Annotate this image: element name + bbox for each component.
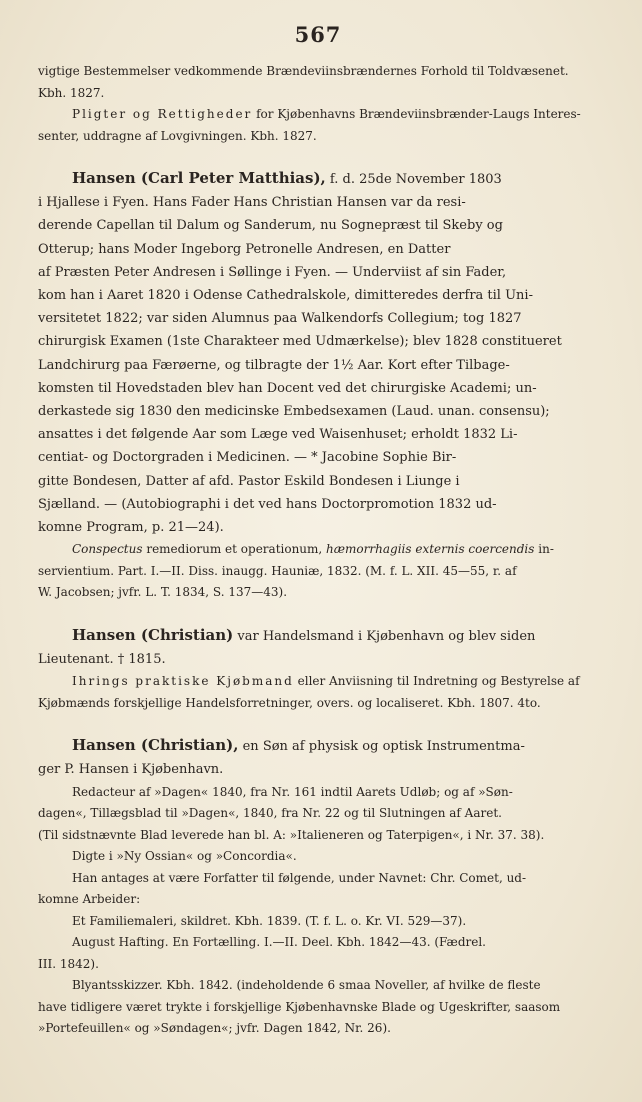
text-line: versitetet 1822; var siden Alumnus paa Walkendorfs Collegium; tog 1827	[38, 311, 522, 327]
text-line: Hansen (Christian), en Søn af physisk og optisk Instrumentma-	[72, 736, 525, 755]
text-line: gitte Bondesen, Datter af afd. Pastor Eskild Bondesen i Liunge i	[38, 473, 460, 489]
text-line: Kjøbmænds forskjellige Handelsforretninger, overs. og localiseret. Kbh. 1807. 4to.	[38, 695, 541, 710]
bibliography	[38, 782, 598, 1040]
text-line: W. Jacobsen; jvfr. L. T. 1834, S. 137—43).	[38, 585, 288, 600]
text-line: ansattes i det følgende Aar som Læge ved Waisenhuset; erholdt 1832 Li-	[38, 427, 518, 443]
text-line: komne Program, p. 21—24).	[38, 520, 224, 536]
text-line: Lieutenant. † 1815.	[38, 651, 166, 667]
text-line: Et Familiemaleri, skildret. Kbh. 1839. (T. f. L. o. Kr. VI. 529—37).	[72, 913, 467, 928]
text-line: Blyantsskizzer. Kbh. 1842. (indeholdende 6 smaa Noveller, af hvilke de fleste	[72, 978, 541, 993]
text-line: ger P. Hansen i Kjøbenhavn.	[38, 762, 224, 778]
page-number: 567	[294, 22, 342, 47]
text-line: vigtige Bestemmelser vedkommende Brændeviinsbrændernes Forhold til Toldvæsenet.	[38, 64, 569, 78]
spaced-title: Pligter og Rettigheder	[72, 107, 253, 121]
text-line: Hansen (Carl Peter Matthias), f. d. 25de November 1803	[72, 169, 502, 187]
text-line: have tidligere været trykte i forskjellige Kjøbenhavnske Blade og Ugeskrifter, saasom	[38, 999, 561, 1014]
text-line: Conspectus remediorum et operationum, hæmorrhagiis externis coercendis in-	[72, 542, 554, 557]
text-line: Digte i »Ny Ossian« og »Concordia«.	[72, 849, 297, 864]
text-line: af Præsten Peter Andresen i Søllinge i Fyen. — Underviist af sin Fader,	[38, 264, 507, 280]
text-line: derende Capellan til Dalum og Sanderum, nu Sognepræst til Skeby og	[38, 218, 503, 234]
text-line: servientium. Part. I.—II. Diss. inaugg. Hauniæ, 1832. (M. f. L. XII. 45—55, r. af	[38, 563, 517, 578]
text-line: Ihrings praktiske Kjøbmand eller Anviisning til Indretning og Bestyrelse af	[72, 674, 580, 689]
text-line: komne Arbeider:	[38, 892, 141, 907]
text-line: Pligter og Rettigheder for Kjøbenhavns Brændeviinsbrænder-Laugs Interes-	[72, 107, 581, 121]
text-line: Landchirurg paa Færøerne, og tilbragte der 1½ Aar. Kort efter Tilbage-	[38, 357, 510, 373]
bibliography	[38, 671, 598, 714]
bibliography	[38, 539, 598, 604]
text-line: Hansen (Christian) var Handelsmand i Kjøbenhavn og blev siden	[72, 625, 536, 644]
text-line: chirurgisk Examen (1ste Charakteer med Udmærkelse); blev 1828 constitueret	[38, 334, 562, 350]
text-line: i Hjallese i Fyen. Hans Fader Hans Christian Hansen var da resi-	[38, 195, 466, 211]
text-line: Kbh. 1827.	[38, 85, 105, 100]
text-line: kom han i Aaret 1820 i Odense Cathedralskole, dimitteredes derfra til Uni-	[38, 288, 533, 304]
text-line: »Portefeuillen« og »Søndagen«; jvfr. Dagen 1842, Nr. 26).	[38, 1021, 391, 1036]
text-line: Redacteur af »Dagen« 1840, fra Nr. 161 indtil Aarets Udløb; og af »Søn-	[72, 784, 513, 799]
entry-christian-hansen-editor	[38, 734, 598, 1039]
text-line: (Til sidstnævnte Blad leverede han bl. A: »Italieneren og Taterpigen«, i Nr. 37. 38).	[38, 827, 545, 842]
text-line: dagen«, Tillægsblad til »Dagen«, 1840, fra Nr. 22 og til Slutningen af Aaret.	[38, 806, 502, 821]
text-line: III. 1842).	[38, 956, 99, 971]
text-line: Sjælland. — (Autobiographi i det ved hans Doctorpromotion 1832 ud-	[38, 496, 497, 512]
text-line: Otterup; hans Moder Ingeborg Petronelle Andresen, en Datter	[38, 241, 451, 257]
entry-heading: Hansen (Christian),	[72, 736, 239, 755]
entry-heading: Hansen (Christian)	[72, 625, 234, 644]
text-line: derkastede sig 1830 den medicinske Embedsexamen (Laud. unan. consensu);	[38, 404, 550, 420]
text-line: komsten til Hovedstaden blev han Docent ved det chirurgiske Academi; un-	[38, 380, 537, 396]
text-line: senter, uddragne af Lovgivningen. Kbh. 1827.	[38, 128, 317, 143]
text-line: centiat- og Doctorgraden i Medicinen. — * Jacobine Sophie Bir-	[38, 450, 457, 466]
text-line: Han antages at være Forfatter til følgende, under Navnet: Chr. Comet, ud-	[72, 870, 527, 885]
entry-carl-peter-matthias-hansen	[38, 167, 598, 604]
entry-christian-hansen-merchant	[38, 624, 598, 714]
text-line: August Hafting. En Fortælling. I.—II. Deel. Kbh. 1842—43. (Fædrel.	[72, 935, 486, 950]
top-entry-continuation	[38, 61, 598, 147]
entry-heading: Hansen (Carl Peter Matthias),	[72, 169, 326, 187]
